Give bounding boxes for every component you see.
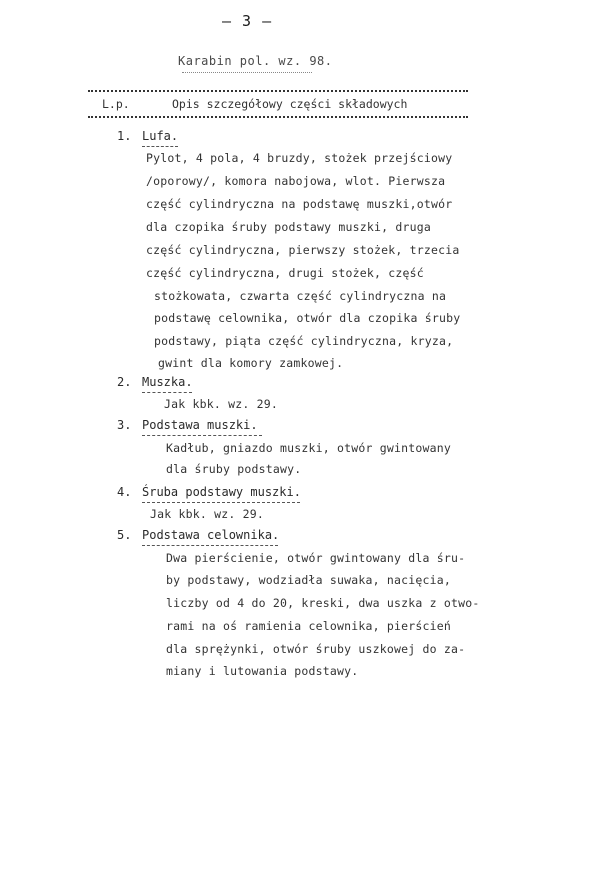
description-line: /oporowy/, komora nabojowa, wlot. Pierwsza — [146, 174, 446, 188]
item-number: 2. — [117, 375, 132, 389]
description-line: Jak kbk. wz. 29. — [164, 397, 278, 411]
description-line: dla sprężynki, otwór śruby uszkowej do za- — [166, 642, 466, 656]
item-number: 3. — [117, 418, 132, 432]
description-line: Dwa pierścienie, otwór gwintowany dla śru- — [166, 551, 466, 565]
description-line: część cylindryczna, pierwszy stożek, trzecia — [146, 243, 460, 257]
item-name-underline — [142, 545, 278, 546]
description-line: stożkowata, czwarta część cylindryczna na — [154, 289, 447, 303]
item-name-underline — [142, 502, 300, 503]
description-line: rami na oś ramienia celownika, pierścień — [166, 619, 451, 633]
description-line: podstawy, piąta część cylindryczna, kryza, — [154, 334, 454, 348]
description-line: część cylindryczna, drugi stożek, część — [146, 266, 424, 280]
description-line: Jak kbk. wz. 29. — [150, 507, 264, 521]
header-rule-bottom — [88, 116, 468, 118]
description-line: dla czopika śruby podstawy muszki, druga — [146, 220, 431, 234]
description-line: by podstawy, wodziadła suwaka, nacięcia, — [166, 573, 451, 587]
description-line: miany i lutowania podstawy. — [166, 664, 359, 678]
description-line: gwint dla komory zamkowej. — [158, 356, 344, 370]
item-name-underline — [142, 392, 192, 393]
description-line: Pylot, 4 pola, 4 bruzdy, stożek przejściowy — [146, 151, 453, 165]
page-number: — 3 — — [222, 12, 273, 30]
item-name-underline — [142, 435, 262, 436]
document-title: Karabin pol. wz. 98. — [178, 54, 333, 68]
title-underline — [182, 72, 312, 73]
header-lp: L.p. — [102, 97, 130, 111]
header-rule-top — [88, 90, 468, 92]
item-name: Muszka. — [142, 375, 193, 389]
description-line: liczby od 4 do 20, kreski, dwa uszka z otwo- — [166, 596, 480, 610]
item-name-underline — [142, 146, 178, 147]
description-line: podstawę celownika, otwór dla czopika śruby — [154, 311, 461, 325]
item-name: Śruba podstawy muszki. — [142, 485, 301, 499]
description-line: Kadłub, gniazdo muszki, otwór gwintowany — [166, 441, 451, 455]
item-name: Lufa. — [142, 129, 179, 143]
description-line: dla śruby podstawy. — [166, 462, 302, 476]
item-number: 5. — [117, 528, 132, 542]
item-number: 4. — [117, 485, 132, 499]
header-description: Opis szczegółowy części składowych — [172, 97, 408, 111]
description-line: część cylindryczna na podstawę muszki,otwór — [146, 197, 453, 211]
item-name: Podstawa muszki. — [142, 418, 258, 432]
item-name: Podstawa celownika. — [142, 528, 280, 542]
item-number: 1. — [117, 129, 132, 143]
